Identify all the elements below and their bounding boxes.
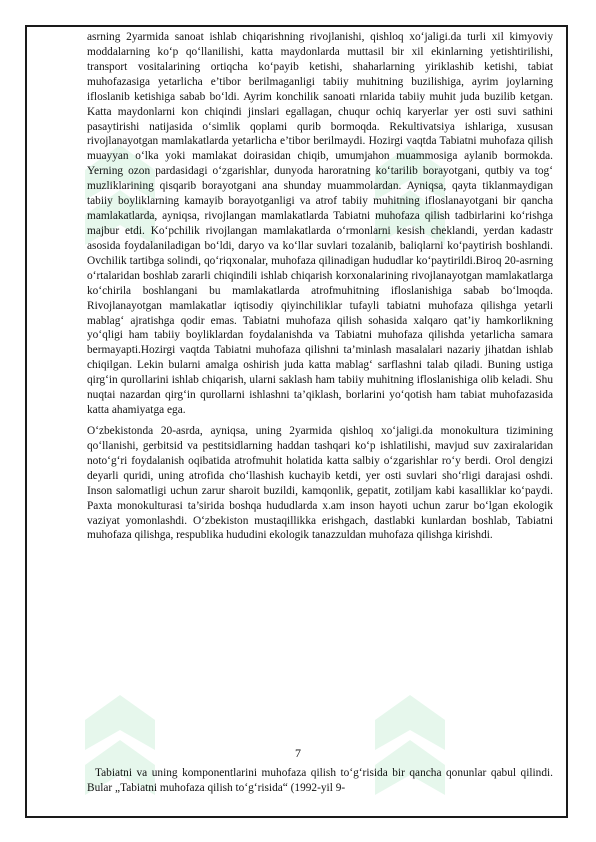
next-page-paragraph: Tabiatni va uning komponentlarini muhofaza qilish to‘g‘risida bir qancha qonunlar qabul qilindi. Bular „Tabiatni muhofaza qilish to‘g‘risida“ (1992-yil 9- (87, 767, 553, 794)
page-number: 7 (295, 746, 301, 760)
paragraph-1: asrning 2yarmida sanoat ishlab chiqarishning rivojlanishi, qishloq xo‘jaligi.da turli xil kimyoviy moddalarning ko‘p qo‘llanilishi, katta maydonlarda muttasil bir xil ekinlarning yetishtirilishi, transport vositalarining ortiqcha ko‘payib ketishi, shaharlarning yiriklashib ketishi, tabiat muhofazasiga yetarlicha e’tibor berilmaganligi tabiiy muhitning buzilishiga, ayrim joylarning ifloslanib ketishiga sabab bo‘ldi. Ayrim konchilik sanoati rnlarida tabiiy muhit juda buzilib ketgan. Katta maydonlarni kon chiqindi jinslari egallagan, chuqur ochiq karyerlar yer osti suvi sathini pasaytirishi natijasida o‘simlik qoplami qurib bormoqda. Rekultivatsiya ishlariga, xususan rivojlanayotgan mamlakatlarda yetarlicha e’tibor berilmaydi. Hozirgi vaqtda Tabiatni muhofaza qilish muayyan o‘lka yoki mamlakat doirasidan chiqib, umumjahon muammosiga aylanib bormokda. Yerning ozon pardasidagi o‘zgarishlar, dunyoda haroratning ko‘tarilib borayotgani, qutbiy va tog‘ muzliklarining qisqarib borayotgani ana shunday muammolardan. Ayniqsa, qayta tiklanmaydigan tabiiy boyliklarning kamayib borayotganligi va atrof tabiiy muhitning ifloslanayotgani bir qancha mamlakatlarda, ayniqsa, rivojlangan mamlakatlarda Tabiatni muhofaza qilish tadbirlarini ko‘rishga majbur etdi. Ko‘pchilik rivojlangan mamlakatlarda o‘rmonlarni kesish cheklandi, yerdan kadastr asosida foydalaniladigan bo‘ldi, daryo va ko‘llar suvlari tozalanib, baliqlarni ko‘paytirish boshlandi. Ovchilik tartibga solindi, qo‘riqxonalar, muhofaza qilinadigan hududlar ko‘paytirildi.Biroq 20-asrning o‘rtalaridan boshlab zararli chiqindili ishlab chiqarish korxonalarining rivojlanayotgan mamlakatlarga ko‘chirila boshlangani bu mamlakatlarda atrofmuhitning ifloslanishiga sabab bo‘lmoqda. Rivojlanayotgan mamlakatlar iqtisodiy qiyinchiliklar tufayli tabiatni muhofaza qilishga yetarli mablag‘ ajratishga qodir emas. Tabiatni muhofaza qilish sohasida xalqaro qat’iy hamkorlikning yo‘qligi ham tabiiy boyliklardan foydalanishda va Tabiatni muhofaza qilishda yetarlicha samara bermayapti.Hozirgi vaqtda Tabiatni muhofaza qilishni ta’minlash masalalari nazariy jihatdan ishlab chiqilgan. Lekin bularni amalga oshirish juda katta mablag‘ sarflashni talab qiladi. Buning ustiga qirg‘in qurollarini ishlab chiqarish, ularni saklash ham tabiiy muhitning ifloslanishiga olib keladi. Shu nuqtai nazardan qirg‘in qurollarni ishlashni ta’qiklash, borlarini yo‘qotish ham tabiat muhofazasida katta ahamiyatga ega. (87, 31, 553, 417)
body-text (87, 30, 553, 543)
paragraph-2: O‘zbekistonda 20-asrda, ayniqsa, uning 2yarmida qishloq xo‘jaligi.da monokultura tizimining qo‘llanishi, gerbitsid va pestitsidlarning haddan tashqari ko‘p ishlatilishi, mavjud suv zaxiralaridan noto‘g‘ri foydalanish oqibatida atrofmuhit holatida katta salbiy o‘zgarishlar ro‘y berdi. Orol dengizi deyarli quridi, uning atrofida cho‘llashish kuchayib ketdi, yer osti suvlari sho‘rligi darajasi oshdi. Inson salomatligi uchun zarur sharoit buzildi, kamqonlik, gepatit, zotiljam kabi kasalliklar ko‘paydi. Paxta monokulturasi ta’sirida boshqa hududlarda x.am inson hayoti uchun zarur bo‘lgan ekologik vaziyat yomonlashdi. O‘zbekiston mustaqillikka erishgach, dastlabki kunlardan boshlab, Tabiatni muhofaza qilishga, respublika hududini ekologik tanazzuldan muhofaza qilishga kirishdi. (87, 424, 553, 542)
